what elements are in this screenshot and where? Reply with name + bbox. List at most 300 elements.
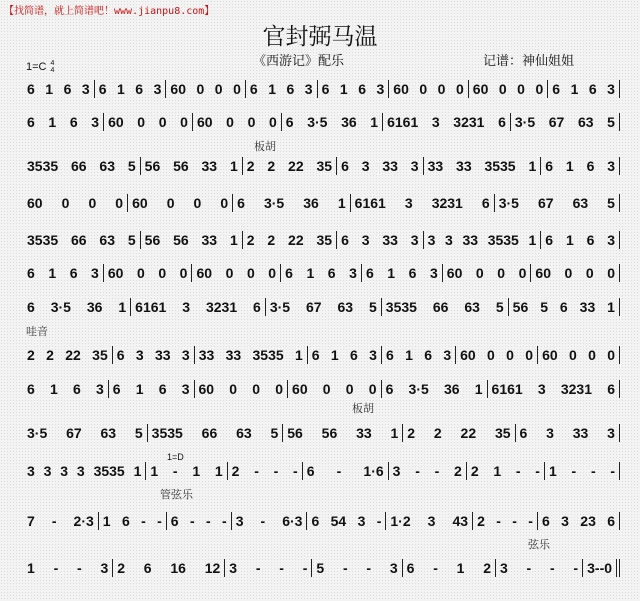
note-group: 0 [275, 381, 284, 397]
key-signature [26, 60, 54, 74]
note-group: - [260, 513, 266, 529]
note-group: 67 [66, 425, 82, 441]
note-group: 0 [368, 381, 377, 397]
note-group: 1 [607, 299, 615, 315]
note-group: - [573, 560, 579, 576]
note-group: 6·3 [282, 513, 303, 529]
measure [195, 380, 289, 398]
note-group: 6161 [491, 381, 523, 397]
note-group: 1 [306, 265, 315, 281]
measure [243, 157, 337, 175]
note-group: 6 [607, 513, 616, 529]
note-group: 5 [607, 114, 615, 130]
measure [389, 80, 468, 98]
measure [246, 80, 318, 98]
note-group: 35 [316, 158, 333, 174]
note-group: 56 [321, 425, 338, 441]
note-group: 63 [577, 114, 594, 130]
note-group: 1 [214, 463, 223, 479]
time-sig-bottom: 4 [50, 67, 55, 74]
note-group: - [433, 560, 438, 576]
note-group: 1 [45, 81, 54, 97]
measure [424, 157, 542, 175]
note-group: 0 [322, 381, 331, 397]
note-group: 3231 [453, 114, 485, 130]
measure [27, 424, 148, 442]
measure [148, 424, 284, 442]
note-group: 22 [460, 425, 477, 441]
note-group: 5 [369, 299, 377, 315]
note-group: 3 [443, 347, 452, 363]
note-group: - [496, 513, 501, 529]
measure [27, 346, 113, 364]
note-group: 6 [286, 81, 295, 97]
note-group: 2 [267, 158, 276, 174]
measure [456, 346, 538, 364]
note-group: 60 [196, 114, 213, 130]
measure [583, 559, 620, 577]
note-group: 6 [311, 347, 320, 363]
measure [282, 113, 383, 131]
measure [141, 231, 243, 249]
note-group: 6 [121, 513, 130, 529]
measure [131, 298, 266, 316]
note-group: 43 [452, 513, 469, 529]
note-group: 1 [268, 81, 276, 97]
note-group: 6 [552, 81, 561, 97]
note-group: 6 [327, 265, 336, 281]
note-group: - [526, 560, 532, 576]
note-group: - [571, 463, 577, 479]
note-group: 5 [607, 195, 615, 211]
measure [141, 157, 243, 175]
note-group: 3 [361, 232, 370, 248]
note-group: 56 [173, 232, 189, 248]
note-group: 1·2 [390, 513, 411, 529]
note-group: 3 [587, 560, 595, 576]
note-group: 5 [316, 560, 325, 576]
note-group: - [599, 560, 605, 576]
measure [193, 113, 282, 131]
score-line [27, 231, 620, 249]
note-group: 1 [192, 463, 201, 479]
note-group: 3·5 [408, 381, 429, 397]
note-group: 3 [607, 232, 616, 248]
note-group: 3·5 [263, 195, 285, 211]
note-group: 0 [229, 381, 238, 397]
measure [27, 231, 141, 249]
note-group: 6 [607, 381, 615, 397]
note-group: 56 [287, 425, 303, 441]
measure [382, 298, 509, 316]
note-group: 3 [431, 114, 440, 130]
note-group: 0 [214, 81, 223, 97]
note-group: 3 [181, 347, 190, 363]
note-group: 3 [445, 232, 453, 248]
measure [531, 264, 620, 282]
note-group: 3 [389, 560, 398, 576]
note-group: - [590, 463, 596, 479]
note-group: 6 [586, 158, 595, 174]
note-group: 2 [231, 463, 240, 479]
note-group: - [535, 463, 540, 479]
score-line [27, 113, 620, 131]
note-group: 3231 [560, 381, 593, 397]
measure [545, 462, 620, 480]
note-group: 0 [437, 81, 446, 97]
note-group: 6 [27, 114, 35, 130]
note-group: 0 [166, 195, 175, 211]
note-group: 3 [100, 560, 109, 576]
measure [113, 346, 195, 364]
note-group: 22 [65, 347, 81, 363]
measure [488, 380, 620, 398]
measure [27, 380, 109, 398]
time-signature [51, 60, 55, 74]
note-group: - [366, 560, 372, 576]
score-title: 官封弼马温 [262, 23, 378, 49]
note-group: 6 [341, 232, 349, 248]
note-group: 1 [48, 265, 57, 281]
note-group: 3·5 [307, 114, 328, 130]
note-group: 3 [427, 232, 436, 248]
note-group: 3 [43, 463, 52, 479]
note-group: 56 [512, 299, 529, 315]
note-group: 60 [107, 265, 124, 281]
note-group: 2 [483, 560, 491, 576]
note-group: 6 [27, 81, 35, 97]
note-group: 3·5 [269, 299, 291, 315]
measure [27, 113, 104, 131]
note-group: 3·5 [498, 195, 519, 211]
note-group: 1 [565, 232, 574, 248]
measure [225, 559, 312, 577]
measure [541, 231, 620, 249]
note-group: 0 [226, 114, 234, 130]
note-group: 0 [564, 265, 573, 281]
note-group: 6 [385, 347, 394, 363]
note-group: 1 [565, 158, 574, 174]
measure [538, 346, 620, 364]
note-group: 3 [376, 81, 385, 97]
measure [95, 80, 167, 98]
measure [389, 462, 467, 480]
note-group: 1 [118, 299, 127, 315]
note-group: 3 [60, 463, 69, 479]
note-group: 5 [495, 299, 504, 315]
note-group: 60 [196, 265, 213, 281]
note-group: 0 [475, 265, 484, 281]
note-group: 3 [81, 81, 90, 97]
note-group: 0 [518, 265, 527, 281]
note-group: 3 [95, 381, 104, 397]
note-group: 60 [393, 81, 409, 97]
note-group: 1 [549, 463, 557, 479]
note-group: 33 [198, 347, 215, 363]
measure [318, 80, 390, 98]
note-group: 1 [370, 114, 379, 130]
measure [27, 194, 128, 212]
key-change: 1=D [167, 452, 184, 462]
note-group: 66 [201, 425, 218, 441]
note-group: 33 [356, 425, 372, 441]
note-group: 1 [229, 158, 238, 174]
note-group: 6 [519, 425, 528, 441]
note-group: 6 [311, 513, 320, 529]
note-group: 3 [229, 560, 238, 576]
note-group: 6 [249, 81, 258, 97]
score-line [27, 380, 620, 398]
note-group: 3 [361, 158, 370, 174]
note-group: 3 [607, 425, 615, 441]
note-group: 5 [270, 425, 279, 441]
note-group: 56 [144, 232, 161, 248]
note-group: 23 [580, 513, 596, 529]
note-group: 67 [548, 114, 565, 130]
measure [403, 424, 515, 442]
note-group: 1 [133, 463, 142, 479]
site-banner[interactable]: 【找简谱，就上简谱吧！www.jianpu8.com】 [4, 6, 215, 17]
note-group: - [205, 513, 211, 529]
note-group: 3 [76, 463, 85, 479]
note-group: 1 [474, 381, 483, 397]
note-group: 1·6 [363, 463, 384, 479]
note-group: 5 [540, 299, 548, 315]
note-group: - [77, 560, 82, 576]
note-group: 0 [506, 347, 514, 363]
measure [27, 157, 141, 175]
note-group: 6 [158, 381, 167, 397]
note-group: 0 [225, 265, 234, 281]
score-line [27, 424, 620, 442]
note-group: 3 [135, 347, 144, 363]
note-group: 3535 [484, 158, 516, 174]
note-group: 66 [71, 232, 87, 248]
note-group: 63 [99, 232, 115, 248]
note-group: 36 [443, 381, 460, 397]
score-line [27, 298, 620, 316]
note-group: 63 [337, 299, 354, 315]
note-group: 6 [588, 81, 597, 97]
note-group: 3 [427, 513, 436, 529]
measure [232, 512, 308, 530]
note-group: 6 [408, 265, 417, 281]
note-group: 3535 [27, 158, 59, 174]
note-group: 12 [204, 560, 221, 576]
note-group: 6 [559, 299, 568, 315]
key-label: 1=C [26, 60, 47, 73]
annotation-xianyue: 弦乐 [528, 538, 550, 551]
note-group: 6 [143, 560, 152, 576]
measure [443, 264, 532, 282]
note-group: 6 [365, 265, 374, 281]
note-group: 1 [528, 158, 537, 174]
note-group: 6 [112, 381, 121, 397]
note-group: 0 [487, 347, 495, 363]
score-line [27, 346, 620, 364]
note-group: 3535 [93, 463, 125, 479]
note-group: 6 [72, 381, 81, 397]
measure [469, 80, 548, 98]
note-group: 63 [236, 425, 252, 441]
measure [473, 512, 538, 530]
note-group: 16 [170, 560, 186, 576]
note-group: 2 [117, 560, 126, 576]
note-group: 0 [233, 81, 241, 97]
note-group: 60 [535, 265, 551, 281]
note-group: 35 [92, 347, 108, 363]
note-group: 5 [127, 232, 136, 248]
measure [337, 157, 424, 175]
note-group: 0 [252, 381, 261, 397]
note-group: 1 [27, 560, 35, 576]
note-group: 35 [494, 425, 511, 441]
measure [243, 231, 337, 249]
measure [27, 264, 104, 282]
note-group: 6 [27, 265, 35, 281]
measure [195, 346, 308, 364]
note-group: 6 [285, 265, 293, 281]
measure [403, 559, 496, 577]
score-line [27, 194, 620, 212]
note-group: 33 [225, 347, 242, 363]
note-group: 3 [546, 425, 554, 441]
annotation-banhu: 板胡 [254, 140, 276, 153]
note-group: 60 [198, 381, 215, 397]
note-group: 6 [406, 560, 415, 576]
measure [548, 80, 620, 98]
note-group: 3231 [431, 195, 463, 211]
note-group: 1 [387, 265, 396, 281]
note-group: 3 [369, 347, 377, 363]
note-group: 0 [88, 195, 97, 211]
note-group: 1 [102, 513, 111, 529]
measure [27, 80, 95, 98]
note-group: 36 [86, 299, 103, 315]
measure [424, 231, 542, 249]
note-group: 0 [345, 381, 354, 397]
note-group: 67 [306, 299, 322, 315]
note-group: 3535 [252, 347, 284, 363]
measure [27, 559, 113, 577]
note-group: 35 [316, 232, 333, 248]
note-group: - [549, 560, 555, 576]
note-group: 3·5 [27, 425, 48, 441]
note-group: 33 [201, 232, 218, 248]
note-group: 36 [303, 195, 319, 211]
note-group: 6 [98, 81, 107, 97]
note-group: 0 [136, 265, 145, 281]
note-group: 2 [433, 425, 442, 441]
note-group: 1 [405, 347, 413, 363]
note-group: 0 [115, 195, 124, 211]
measure [266, 298, 382, 316]
score-line [27, 157, 620, 175]
note-group: 3 [91, 265, 99, 281]
measure [303, 462, 389, 480]
annotation-waying: 哇音 [26, 325, 48, 338]
note-group: 33 [462, 232, 479, 248]
note-group: 33 [201, 158, 218, 174]
measure [337, 231, 424, 249]
measure [538, 512, 620, 530]
note-group: 60 [132, 195, 148, 211]
measure [27, 462, 146, 480]
score-line [27, 80, 620, 98]
note-group: 6 [116, 347, 125, 363]
note-group: 2 [246, 158, 255, 174]
note-group: 5 [127, 158, 136, 174]
note-group: 6 [237, 195, 245, 211]
note-group: 6 [586, 232, 595, 248]
note-group: 0 [196, 81, 205, 97]
measure [362, 264, 443, 282]
note-group: 3 [91, 114, 100, 130]
measure [288, 380, 382, 398]
measure [281, 264, 362, 282]
note-group: 2 [267, 232, 276, 248]
note-group: 1 [48, 114, 57, 130]
note-group: 2 [27, 347, 35, 363]
note-group: 0 [585, 265, 594, 281]
note-group: 54 [330, 513, 347, 529]
note-group: 22 [288, 232, 304, 248]
note-group: - [53, 560, 59, 576]
measure [27, 512, 99, 530]
note-group: 0 [158, 114, 167, 130]
note-group: 63 [464, 299, 480, 315]
note-group: 0 [497, 265, 506, 281]
note-group: 6 [170, 513, 179, 529]
measure [386, 512, 473, 530]
note-group: - [434, 463, 440, 479]
note-group: - [293, 463, 298, 479]
measure [27, 298, 131, 316]
measure [128, 194, 233, 212]
note-group: 1 [150, 463, 159, 479]
note-group: 3535 [151, 425, 183, 441]
note-group: 0 [604, 560, 613, 576]
note-group: 6 [358, 81, 366, 97]
note-group: 7 [27, 513, 35, 529]
measure [516, 424, 620, 442]
note-group: 2 [46, 347, 54, 363]
measure [382, 346, 456, 364]
note-group: 0 [247, 114, 256, 130]
note-group: 60 [292, 381, 308, 397]
measure [495, 194, 620, 212]
measure [166, 80, 245, 98]
note-group: - [415, 463, 420, 479]
note-group: 0 [607, 347, 616, 363]
note-group: 0 [588, 347, 596, 363]
note-group: - [255, 560, 261, 576]
note-group: 63 [99, 158, 115, 174]
note-group: 3·5 [514, 114, 536, 130]
note-group: 36 [341, 114, 357, 130]
note-group: - [594, 560, 600, 576]
note-group: 1 [117, 81, 125, 97]
note-group: 0 [220, 195, 229, 211]
note-group: 1 [337, 195, 346, 211]
measure [312, 559, 402, 577]
note-group: 2 [454, 463, 462, 479]
note-group: 60 [170, 81, 186, 97]
note-group: 1 [49, 381, 58, 397]
note-group: 3 [404, 195, 413, 211]
note-group: - [51, 513, 57, 529]
note-group: 0 [179, 265, 188, 281]
